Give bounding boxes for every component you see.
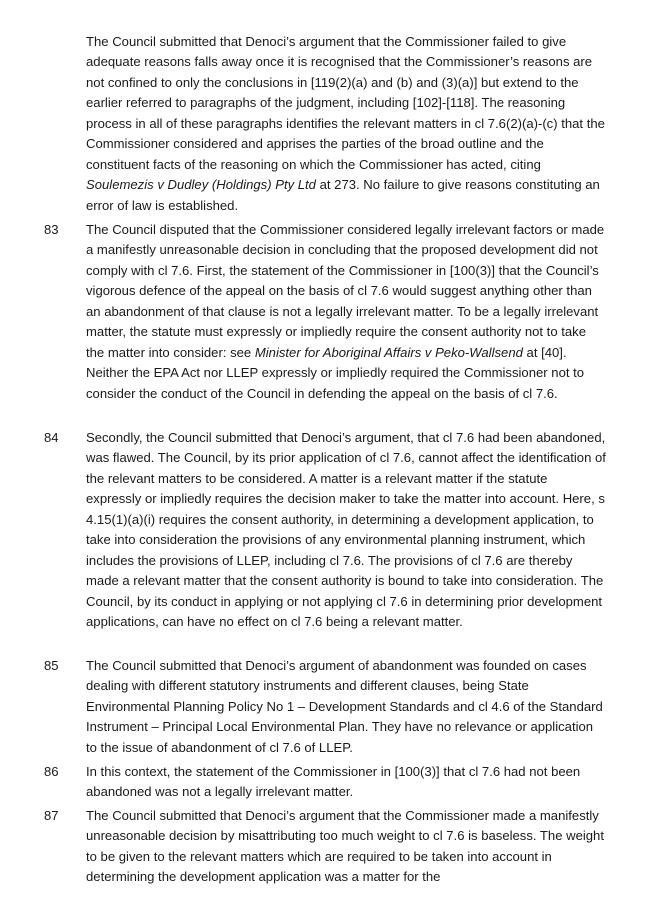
paragraph-82-continuation (86, 32, 606, 216)
paragraph-number-87: 87 (44, 808, 59, 823)
case-citation: Minister for Aboriginal Affairs v Peko-Wallsend (254, 344, 523, 360)
paragraph-number-83: 83 (44, 222, 59, 237)
paragraph-85 (86, 656, 606, 758)
paragraph-text: The Council submitted that Denoci’s argument of abandonment was founded on cases dealing with different statutory instruments and different clauses, being State Environmental Planning Policy No 1 – Development Standards and cl 4.6 of the Standard Instrument – Principal Local Environmental Plan. They have no relevance or application to the issue of abandonment of cl 7.6 of LLEP. (86, 658, 603, 755)
paragraph-number-86: 86 (44, 764, 59, 779)
paragraph-text: Secondly, the Council submitted that Denoci’s argument, that cl 7.6 had been abandoned, was flawed. The Council, by its prior application of cl 7.6, cannot affect the identification of the relevant matters to be considered. A matter is a relevant matter if the statute expressly or impliedly requires the decision maker to take the matter into account. Here, s 4.15(1)(a)(i) requires the consent authority, in determining a development application, to take into consideration the provisions of any environmental planning instrument, which includes the provisions of LLEP, including cl 7.6. The provisions of cl 7.6 are thereby made a relevant matter that the consent authority is bound to take into consideration. The Council, by its conduct in applying or not applying cl 7.6 in determining prior development applications, can have no effect on cl 7.6 being a relevant matter. (86, 430, 606, 630)
paragraph-text: The Council disputed that the Commissioner considered legally irrelevant factors or made a manifestly unreasonable decision in concluding that the proposed development did not comply with cl 7.6. First, the statement of the Commissioner in [100(3)] that the Council’s vigorous defence of the appeal on the basis of cl 7.6 would suggest anything other than an abandonment of that clause is not a legally irrelevant matter. To be a legally irrelevant matter, the statute must expressly or impliedly require the consent authority not to take the matter into consider: see Minister for Aboriginal Affairs v Peko-Wallsend at [40]. Neither the EPA Act nor LLEP expressly or impliedly required the Commissioner not to consider the conduct of the Council in defending the appeal on the basis of cl 7.6. (86, 222, 605, 401)
paragraph-text: The Council submitted that Denoci’s argument that the Commissioner failed to give adequate reasons falls away once it is recognised that the Commissioner’s reasons are not confined to only the conclusions in [119(2)(a) and (b) and (3)(a)] but extend to the earlier referred to paragraphs of the judgment, including [102]-[118]. The reasoning process in all of these paragraphs identifies the relevant matters in cl 7.6(2)(a)-(c) that the Commissioner considered and apprises the parties of the broad outline and the constituent facts of the reasoning on which the Commissioner has acted, citing Soulemezis v Dudley (Holdings) Pty Ltd at 273. No failure to give reasons constituting an error of law is established. (86, 34, 605, 213)
paragraph-number-84: 84 (44, 430, 59, 445)
paragraph-87 (86, 806, 606, 888)
case-citation: Soulemezis v Dudley (Holdings) Pty Ltd (86, 177, 316, 193)
paragraph-text: In this context, the statement of the Commissioner in [100(3)] that cl 7.6 had not been abandoned was not a legally irrelevant matter. (86, 764, 581, 800)
paragraph-text: The Council submitted that Denoci’s argument that the Commissioner made a manifestly unreasonable decision by misattributing too much weight to cl 7.6 is baseless. The weight to be given to the relevant matters which are required to be taken into account in determining the development application was a matter for the (86, 808, 604, 885)
paragraph-83 (86, 220, 606, 404)
paragraph-number-85: 85 (44, 658, 59, 673)
paragraph-84 (86, 428, 606, 633)
paragraph-86 (86, 762, 606, 803)
